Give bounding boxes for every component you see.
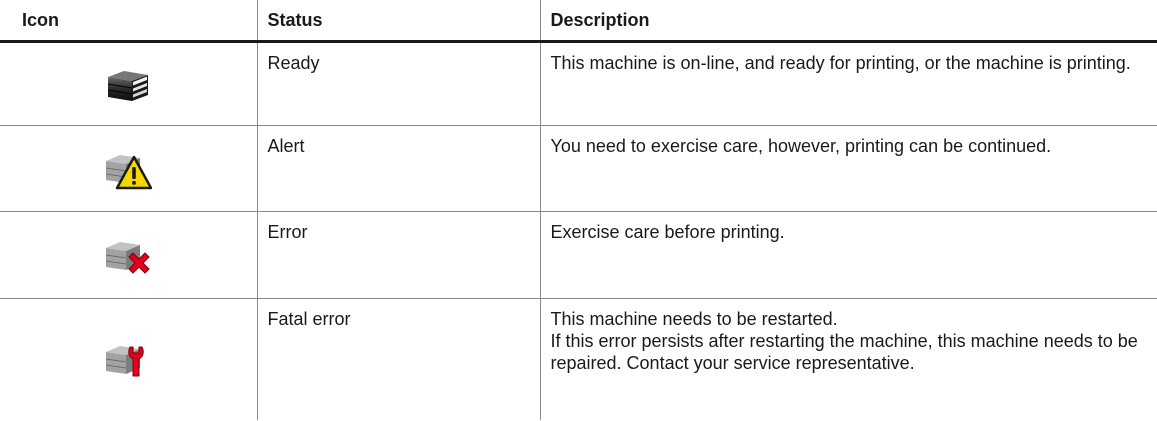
table-row bbox=[0, 126, 1157, 212]
icon-cell bbox=[0, 212, 257, 299]
table-row bbox=[0, 212, 1157, 299]
table-row bbox=[0, 299, 1157, 420]
printer-error-icon bbox=[104, 239, 152, 275]
status-cell: Fatal error bbox=[257, 299, 540, 420]
description-cell: You need to exercise care, however, printing can be continued. bbox=[540, 126, 1157, 212]
description-cell: Exercise care before printing. bbox=[540, 212, 1157, 299]
status-cell: Ready bbox=[257, 42, 540, 126]
table-row bbox=[0, 42, 1157, 126]
status-cell: Error bbox=[257, 212, 540, 299]
description-cell: This machine needs to be restarted. If this error persists after restarting the machine, this machine needs to be repaired. Contact your service representative. bbox=[540, 299, 1157, 420]
header-status: Status bbox=[257, 0, 540, 42]
icon-cell bbox=[0, 299, 257, 420]
icon-cell bbox=[0, 126, 257, 212]
printer-fatal-error-icon bbox=[104, 343, 152, 379]
table-header-row bbox=[0, 0, 1157, 42]
description-cell: This machine is on-line, and ready for printing, or the machine is printing. bbox=[540, 42, 1157, 126]
printer-alert-icon bbox=[104, 151, 152, 191]
header-icon: Icon bbox=[0, 0, 257, 42]
status-cell: Alert bbox=[257, 126, 540, 212]
printer-ready-icon bbox=[104, 69, 152, 103]
header-description: Description bbox=[540, 0, 1157, 42]
icon-cell bbox=[0, 42, 257, 126]
